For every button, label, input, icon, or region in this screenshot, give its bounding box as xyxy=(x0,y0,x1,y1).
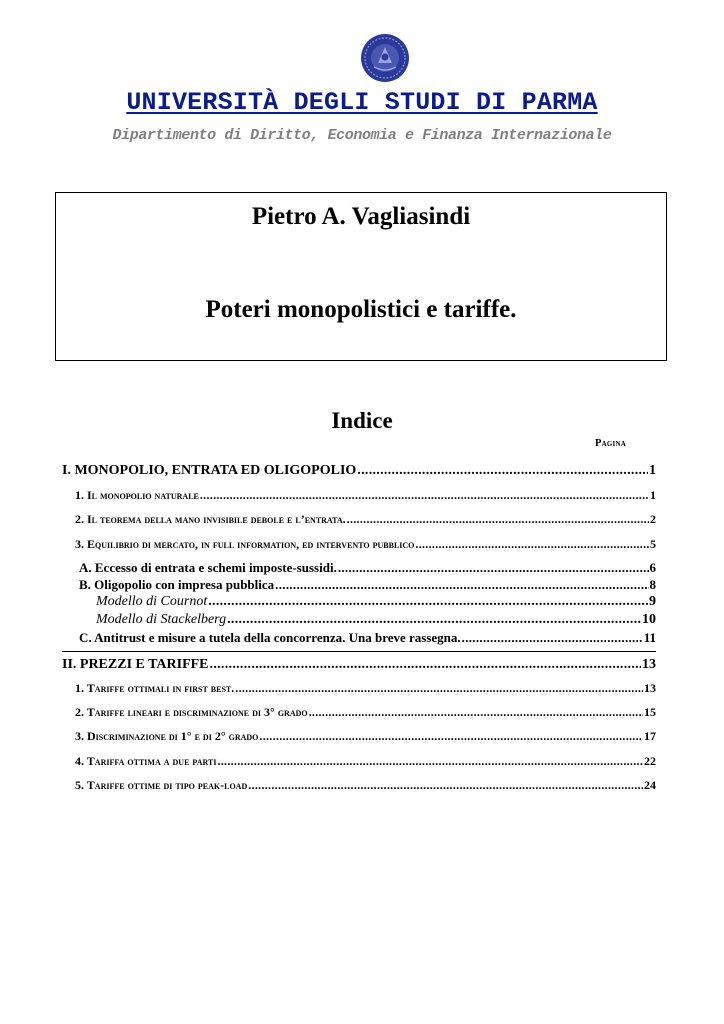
toc-entry-chapter-2[interactable] xyxy=(62,657,656,673)
toc-entry-label: 2. Tariffe lineari e discriminazione di 3° grado xyxy=(75,705,308,719)
toc-leader-dots xyxy=(217,754,643,769)
toc-entry-page: 1 xyxy=(649,463,656,478)
toc-entry-chapter-1[interactable] xyxy=(62,463,656,479)
toc-entry-label: II. PREZZI E TARIFFE xyxy=(62,657,209,672)
toc-entry-label: I. MONOPOLIO, ENTRATA ED OLIGOPOLIO xyxy=(62,463,357,478)
toc-entry-subsection[interactable] xyxy=(79,630,656,646)
toc-entry-label: 3. Discriminazione di 1° e di 2° grado xyxy=(75,729,259,743)
toc-entry-label: 1. Tariffe ottimali in first best. xyxy=(75,681,235,695)
toc-entry-page: 24 xyxy=(644,778,656,792)
toc-entry-section[interactable] xyxy=(75,729,656,744)
toc-entry-page: 9 xyxy=(649,594,656,609)
toc-leader-dots xyxy=(235,681,643,696)
toc-entry-page: 1 xyxy=(650,488,656,502)
toc-leader-dots xyxy=(248,778,643,793)
toc-entry-section[interactable] xyxy=(75,488,656,503)
toc-entry-page: 22 xyxy=(644,754,656,768)
toc-entry-label: 5. Tariffe ottime di tipo peak-load xyxy=(75,778,248,792)
toc-leader-dots xyxy=(200,488,649,503)
toc-entry-label: C. Antitrust e misure a tutela della concorrenza. Una breve rassegna. xyxy=(79,630,461,645)
toc-entry-section[interactable] xyxy=(75,778,656,793)
toc-leader-dots xyxy=(462,630,643,646)
toc-entry-model[interactable] xyxy=(96,612,656,628)
toc-entry-section[interactable] xyxy=(75,512,656,527)
toc-entry-page: 2 xyxy=(650,512,656,526)
toc-leader-dots xyxy=(309,705,643,720)
toc-entry-section[interactable] xyxy=(75,681,656,696)
toc-leader-dots xyxy=(275,577,648,593)
department-name: Dipartimento di Diritto, Economia e Finanza Internazionale xyxy=(112,127,612,144)
toc-entry-section[interactable] xyxy=(75,537,656,552)
toc-leader-dots xyxy=(347,512,649,527)
toc-page-label: Pagina xyxy=(595,438,626,449)
toc-entry-label: Modello di Cournot xyxy=(96,594,208,609)
toc-entry-subsection[interactable] xyxy=(79,577,656,593)
toc-entry-page: 13 xyxy=(644,681,656,695)
toc-entry-page: 5 xyxy=(650,537,656,551)
toc-entry-label: B. Oligopolio con impresa pubblica xyxy=(79,577,275,592)
university-name: UNIVERSITÀ DEGLI STUDI DI PARMA xyxy=(126,88,598,117)
author-name: Pietro A. Vagliasindi xyxy=(251,203,471,230)
toc-entry-page: 6 xyxy=(649,560,656,575)
toc-entry-page: 17 xyxy=(644,729,656,743)
toc-leader-dots xyxy=(210,657,641,673)
toc-entry-section[interactable] xyxy=(75,754,656,769)
toc-leader-dots xyxy=(338,560,649,576)
toc-entry-page: 11 xyxy=(643,630,656,645)
toc-entry-page: 13 xyxy=(642,657,656,672)
toc-leader-dots xyxy=(415,537,649,552)
toc-entry-label: 1. Il monopolio naturale xyxy=(75,488,199,502)
toc-leader-dots xyxy=(357,463,648,479)
title-box xyxy=(55,192,667,361)
toc-entry-label: Modello di Stackelberg xyxy=(96,612,227,627)
toc-divider xyxy=(62,651,656,652)
toc-entry-section[interactable] xyxy=(75,705,656,720)
university-seal-icon xyxy=(360,33,410,83)
toc-entry-label: 3. Equilibrio di mercato, in full information, ed intervento pubblico xyxy=(75,537,415,551)
toc-leader-dots xyxy=(208,594,648,610)
toc-leader-dots xyxy=(259,729,643,744)
toc-entry-page: 15 xyxy=(644,705,656,719)
document-title: Poteri monopolistici e tariffe. xyxy=(205,296,517,323)
toc-entry-page: 8 xyxy=(649,577,656,592)
toc-entry-model[interactable] xyxy=(96,594,656,610)
toc-heading: Indice xyxy=(331,408,393,433)
toc-entry-label: 2. Il teorema della mano invisibile debole e l’entrata. xyxy=(75,512,346,526)
toc-entry-label: A. Eccesso di entrata e schemi imposte-sussidi. xyxy=(79,560,337,575)
toc-entry-subsection[interactable] xyxy=(79,560,656,576)
toc-leader-dots xyxy=(227,612,641,628)
toc-entry-label: 4. Tariffa ottima a due parti xyxy=(75,754,217,768)
toc-entry-page: 10 xyxy=(642,612,656,627)
